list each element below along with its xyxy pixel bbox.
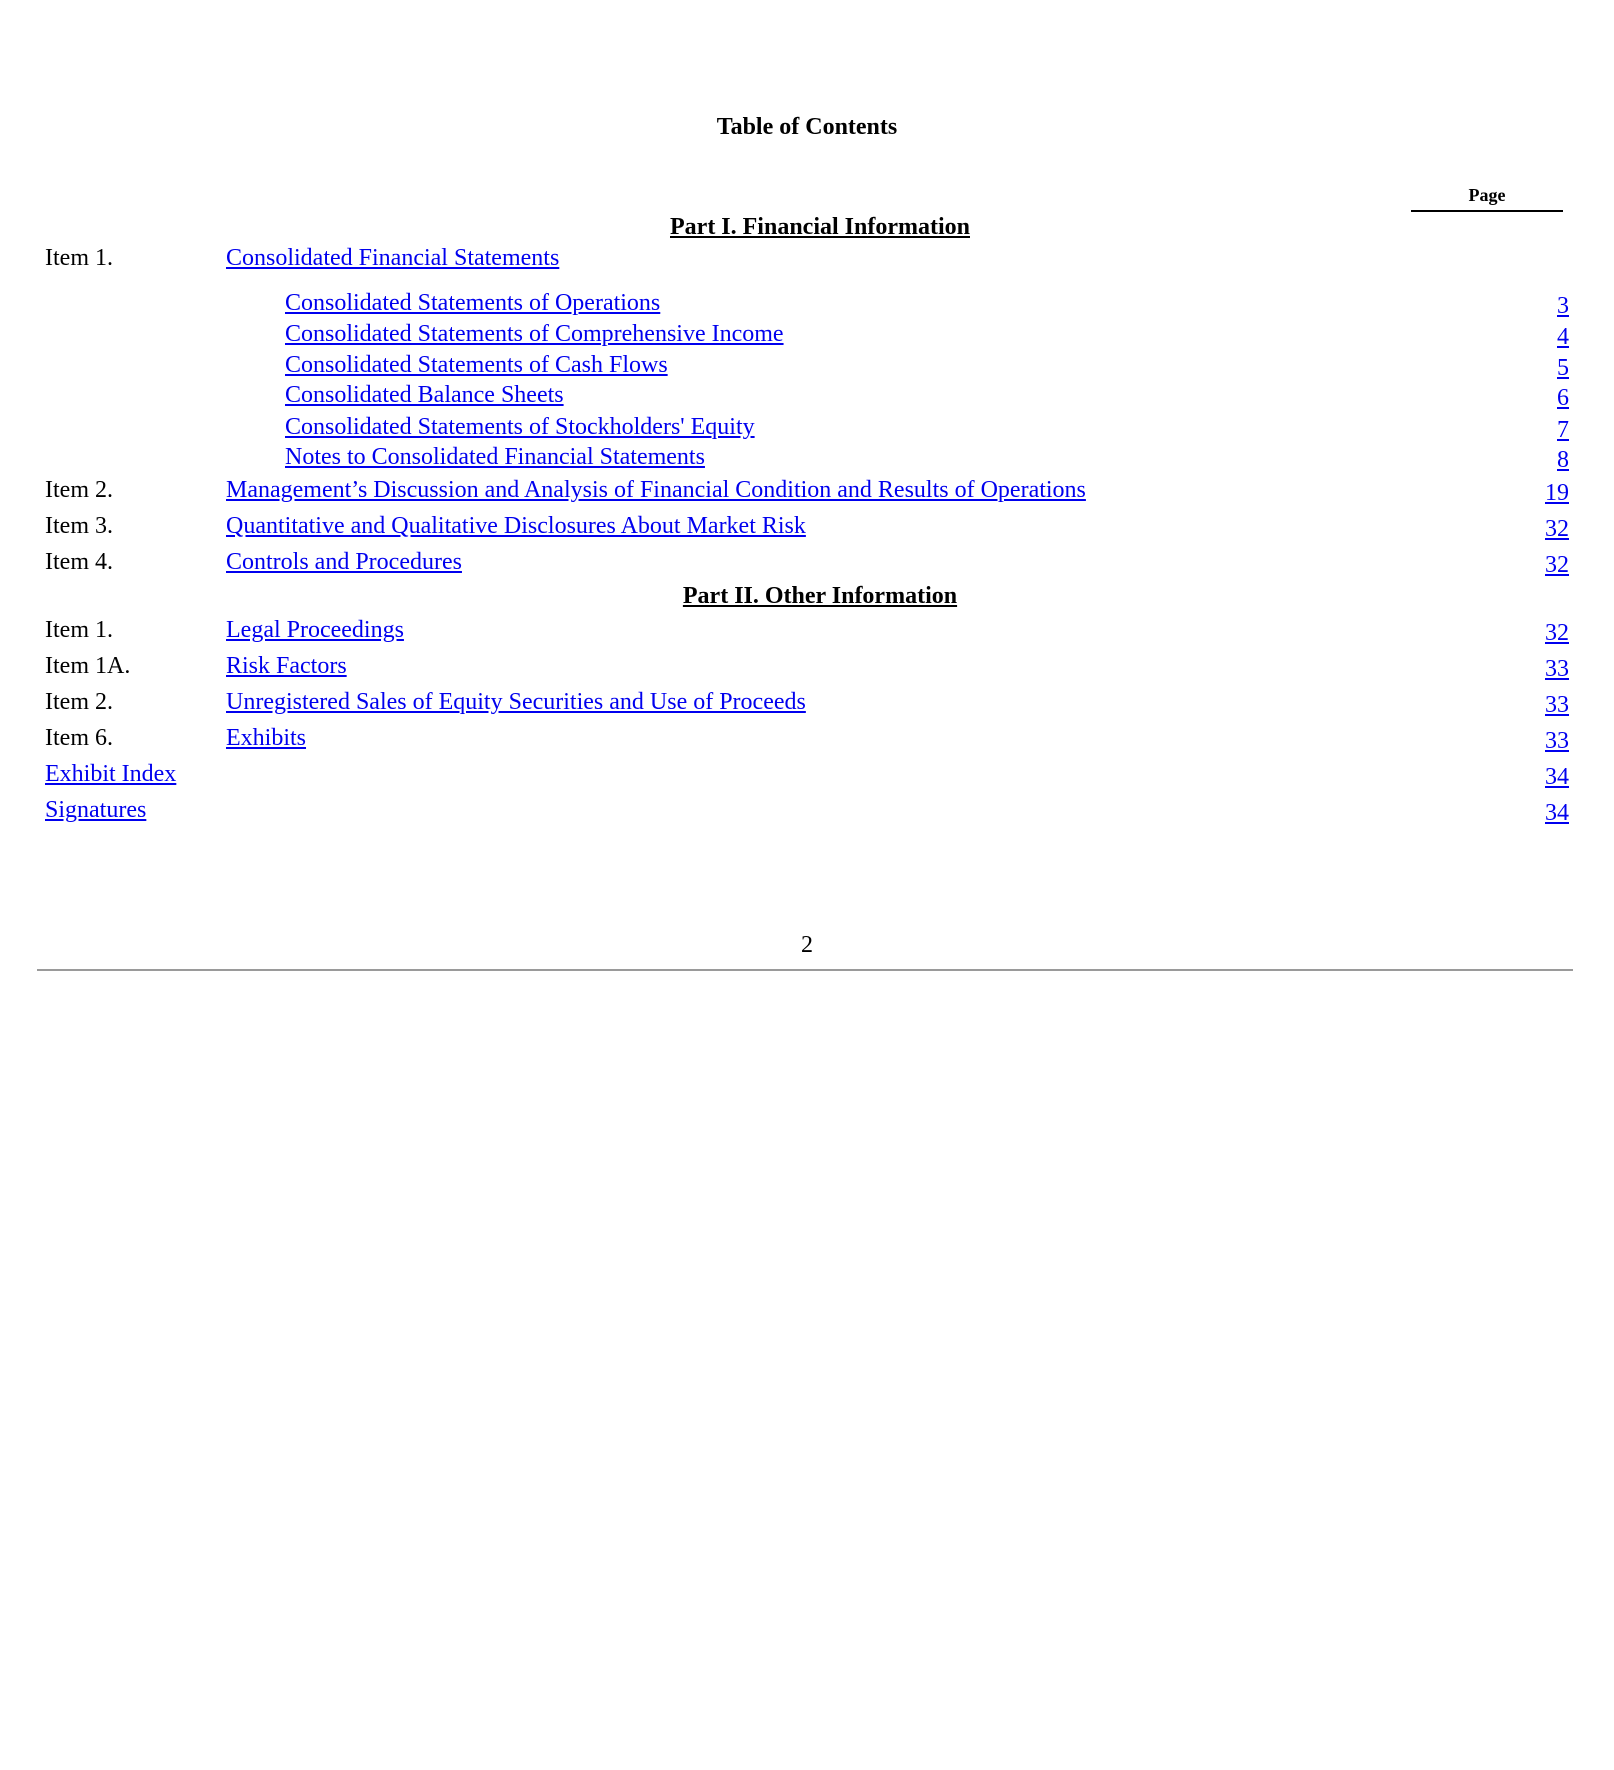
statements-of-operations-link[interactable]: Consolidated Statements of Operations (285, 290, 661, 316)
page-number-link[interactable]: 5 (1557, 355, 1569, 381)
stockholders-equity-link[interactable]: Consolidated Statements of Stockholders' Equity (285, 414, 755, 440)
page-number-link[interactable]: 7 (1557, 417, 1569, 443)
toc-row-unregistered-sales (0, 687, 1614, 719)
item-label: Item 1. (45, 617, 113, 643)
toc-row-risk-factors (0, 651, 1614, 683)
toc-row-item3 (0, 511, 1614, 543)
toc-subrow (0, 380, 1614, 412)
exhibit-index-link[interactable]: Exhibit Index (45, 761, 177, 787)
page-number-link[interactable]: 19 (1545, 480, 1569, 506)
page-number-link[interactable]: 4 (1557, 324, 1569, 350)
page-number-link[interactable]: 32 (1545, 516, 1569, 542)
notes-to-financial-statements-link[interactable]: Notes to Consolidated Financial Statements (285, 444, 705, 470)
unregistered-sales-link[interactable]: Unregistered Sales of Equity Securities and Use of Proceeds (226, 689, 806, 715)
toc-row-signatures (0, 795, 1614, 827)
toc-row-item1 (0, 243, 1614, 275)
page-column-header: Page (1411, 184, 1563, 212)
mdna-link[interactable]: Management’s Discussion and Analysis of Financial Condition and Results of Operations (226, 477, 1086, 503)
page-number-link[interactable]: 34 (1545, 800, 1569, 826)
toc-subrow (0, 288, 1614, 320)
page-divider (37, 969, 1573, 971)
item-label: Item 6. (45, 725, 113, 751)
page-number-link[interactable]: 33 (1545, 692, 1569, 718)
statements-of-cash-flows-link[interactable]: Consolidated Statements of Cash Flows (285, 352, 668, 378)
page-title: Table of Contents (716, 114, 898, 140)
item-label: Item 1A. (45, 653, 131, 679)
footer-page-number: 2 (801, 932, 813, 958)
page-number-link[interactable]: 8 (1557, 447, 1569, 473)
page-number-link[interactable]: 33 (1545, 656, 1569, 682)
market-risk-link[interactable]: Quantitative and Qualitative Disclosures About Market Risk (226, 513, 806, 539)
balance-sheets-link[interactable]: Consolidated Balance Sheets (285, 382, 564, 408)
item-label: Item 3. (45, 513, 113, 539)
page-number-link[interactable]: 33 (1545, 728, 1569, 754)
legal-proceedings-link[interactable]: Legal Proceedings (226, 617, 404, 643)
item-label: Item 4. (45, 549, 113, 575)
toc-row-item4 (0, 547, 1614, 579)
page-number-link[interactable]: 32 (1545, 552, 1569, 578)
toc-subrow (0, 442, 1614, 474)
page-number-link[interactable]: 34 (1545, 764, 1569, 790)
controls-and-procedures-link[interactable]: Controls and Procedures (226, 549, 462, 575)
consolidated-financial-statements-link[interactable]: Consolidated Financial Statements (226, 245, 560, 271)
page-number-link[interactable]: 32 (1545, 620, 1569, 646)
toc-row-exhibit-index (0, 759, 1614, 791)
item-label: Item 1. (45, 245, 113, 271)
toc-row-exhibits (0, 723, 1614, 755)
toc-row-item2 (0, 475, 1614, 507)
toc-subrow (0, 350, 1614, 382)
part-1-heading: Part I. Financial Information (670, 214, 970, 240)
toc-subrow (0, 319, 1614, 351)
risk-factors-link[interactable]: Risk Factors (226, 653, 347, 679)
toc-row-legal-proceedings (0, 615, 1614, 647)
exhibits-link[interactable]: Exhibits (226, 725, 307, 751)
toc-subrow (0, 412, 1614, 444)
item-label: Item 2. (45, 477, 113, 503)
page-number-link[interactable]: 3 (1557, 293, 1569, 319)
item-label: Item 2. (45, 689, 113, 715)
statements-of-comprehensive-income-link[interactable]: Consolidated Statements of Comprehensive Income (285, 321, 784, 347)
page-number-link[interactable]: 6 (1557, 385, 1569, 411)
signatures-link[interactable]: Signatures (45, 797, 147, 823)
part-2-heading: Part II. Other Information (682, 583, 958, 609)
